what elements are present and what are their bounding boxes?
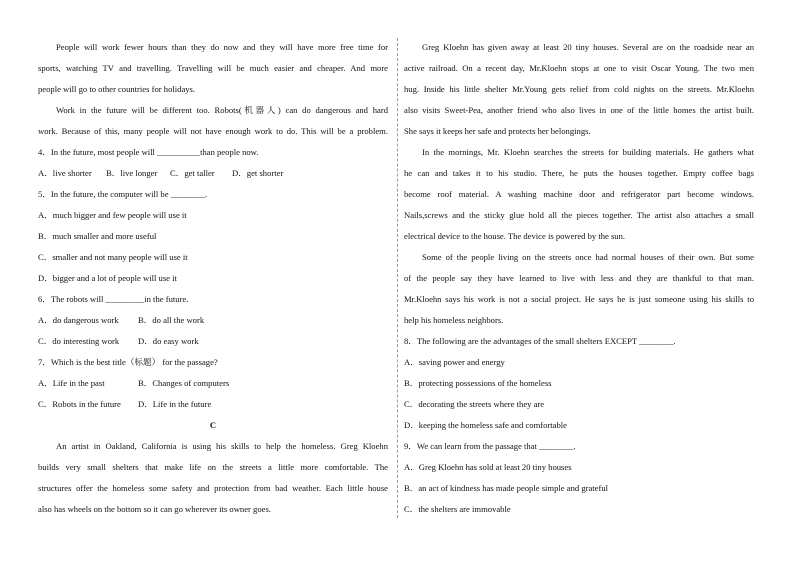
- right-p3-line-3: Mr.Kloehn says his work is not a social project. He says he is just someone using his skills to: [404, 294, 754, 304]
- question-6-stem: 6．The robots will _________in the future.: [38, 294, 189, 304]
- question-4-options: [38, 166, 388, 187]
- right-p2-line-2: he can and takes it to his studio. There, he puts the houses together. Empty coffee bags: [404, 168, 754, 178]
- question-6-options-row-2: [38, 334, 388, 355]
- left-p3-line-1: An artist in Oakland, California is using his skills to help the homeless. Greg Kloehn: [56, 441, 388, 451]
- right-p3-line-1: Some of the people living on the streets once had normal houses of their own. But some: [422, 252, 754, 262]
- q4-option-c: C．get taller: [170, 168, 215, 178]
- q8-option-d: D．keeping the homeless safe and comfortable: [404, 420, 567, 430]
- q7-option-d: D．Life in the future: [138, 399, 212, 409]
- left-column: [38, 40, 388, 523]
- q5-option-b: B．much smaller and more useful: [38, 231, 157, 241]
- right-p1-line-1: Greg Kloehn has given away at least 20 tiny houses. Several are on the roadside near an: [422, 42, 754, 52]
- q6-option-a: A．do dangerous work: [38, 315, 119, 325]
- q7-option-c: C．Robots in the future: [38, 399, 121, 409]
- right-p2-line-1: In the mornings, Mr. Kloehn searches the streets for building materials. He gathers what: [422, 147, 754, 157]
- question-5-stem: 5．In the future, the computer will be ________.: [38, 189, 208, 199]
- q6-option-c: C．do interesting work: [38, 336, 120, 346]
- question-9-stem: 9．We can learn from the passage that ________.: [404, 441, 576, 451]
- q4-option-d: D．get shorter: [232, 168, 284, 178]
- right-p3-line-2: of the people say they have learned to live with less and they are thankful to that man.: [404, 273, 754, 283]
- left-p3-line-2: builds very small shelters that make life on the streets a little more comfortable. The: [38, 462, 388, 472]
- q5-option-c: C．smaller and not many people will use it: [38, 252, 188, 262]
- q7-option-b: B．Changes of computers: [138, 378, 230, 388]
- question-7-options-row-1: [38, 376, 388, 397]
- left-p2-line-2: work. Because of this, many people will not have enough work to do. This will be a problem.: [38, 126, 388, 136]
- q4-option-a: A．live shorter: [38, 168, 92, 178]
- question-4-stem: 4．In the future, most people will __________than people now.: [38, 147, 259, 157]
- q7-option-a: A．Life in the past: [38, 378, 105, 388]
- q5-option-d: D．bigger and a lot of people will use it: [38, 273, 177, 283]
- column-divider: [397, 38, 398, 518]
- q8-option-b: B．protecting possessions of the homeless: [404, 378, 552, 388]
- right-p2-line-5: electrical device to the house. The device is powered by the sun.: [404, 231, 626, 241]
- q6-option-d: D．do easy work: [138, 336, 199, 346]
- q9-option-c: C．the shelters are immovable: [404, 504, 511, 514]
- left-p1-line-3: people will go to other countries for holidays.: [38, 84, 196, 94]
- q4-option-b: B．live longer: [106, 168, 158, 178]
- question-7-options-row-2: [38, 397, 388, 418]
- q6-option-b: B．do all the work: [138, 315, 205, 325]
- question-8-stem: 8．The following are the advantages of the small shelters EXCEPT ________.: [404, 336, 676, 346]
- question-6-options-row-1: [38, 313, 388, 334]
- right-p1-line-5: She says it keeps her safe and protects her belongings.: [404, 126, 591, 136]
- right-p2-line-3: become roof material. A washing machine door and refrigerator part become windows.: [404, 189, 754, 199]
- left-p1-line-2: sports, watching TV and travelling. Travelling will be much easier and cheaper. And more: [38, 63, 388, 73]
- right-p3-line-4: help his homeless neighbors.: [404, 315, 504, 325]
- section-heading: C: [209, 420, 217, 430]
- q5-option-a: A．much bigger and few people will use it: [38, 210, 187, 220]
- right-column: [404, 40, 754, 523]
- right-p2-line-4: Nails,screws and the sticky glue hold all the pieces together. The artist also attaches a small: [404, 210, 754, 220]
- question-7-stem: 7．Which is the best title（标题） for the passage?: [38, 357, 218, 367]
- q9-option-a: A．Greg Kloehn has sold at least 20 tiny houses: [404, 462, 572, 472]
- left-p1-line-1: People will work fewer hours than they do now and they will have more free time for: [56, 42, 388, 52]
- q8-option-a: A．saving power and energy: [404, 357, 505, 367]
- right-p1-line-2: active railroad. On a recent day, Mr.Kloehn stops at one to visit Oscar Young. The two men: [404, 63, 754, 73]
- left-p3-line-3: structures offer the homeless some safety and protection from bad weather. Each little house: [38, 483, 388, 493]
- left-p3-line-4: also has wheels on the bottom so it can go wherever its owner goes.: [38, 504, 271, 514]
- left-p2-line-1: Work in the future will be different too. Robots(机器人) can do dangerous and hard: [56, 105, 388, 115]
- right-p1-line-4: also visits Sweet-Pea, another friend who also lives in one of the little homes the artist built.: [404, 105, 754, 115]
- q9-option-b: B．an act of kindness has made people simple and grateful: [404, 483, 609, 493]
- q8-option-c: C．decorating the streets where they are: [404, 399, 545, 409]
- right-p1-line-3: hug. Inside his little shelter Mr.Young gets relief from cold nights on the streets. Mr.Kloehn: [404, 84, 754, 94]
